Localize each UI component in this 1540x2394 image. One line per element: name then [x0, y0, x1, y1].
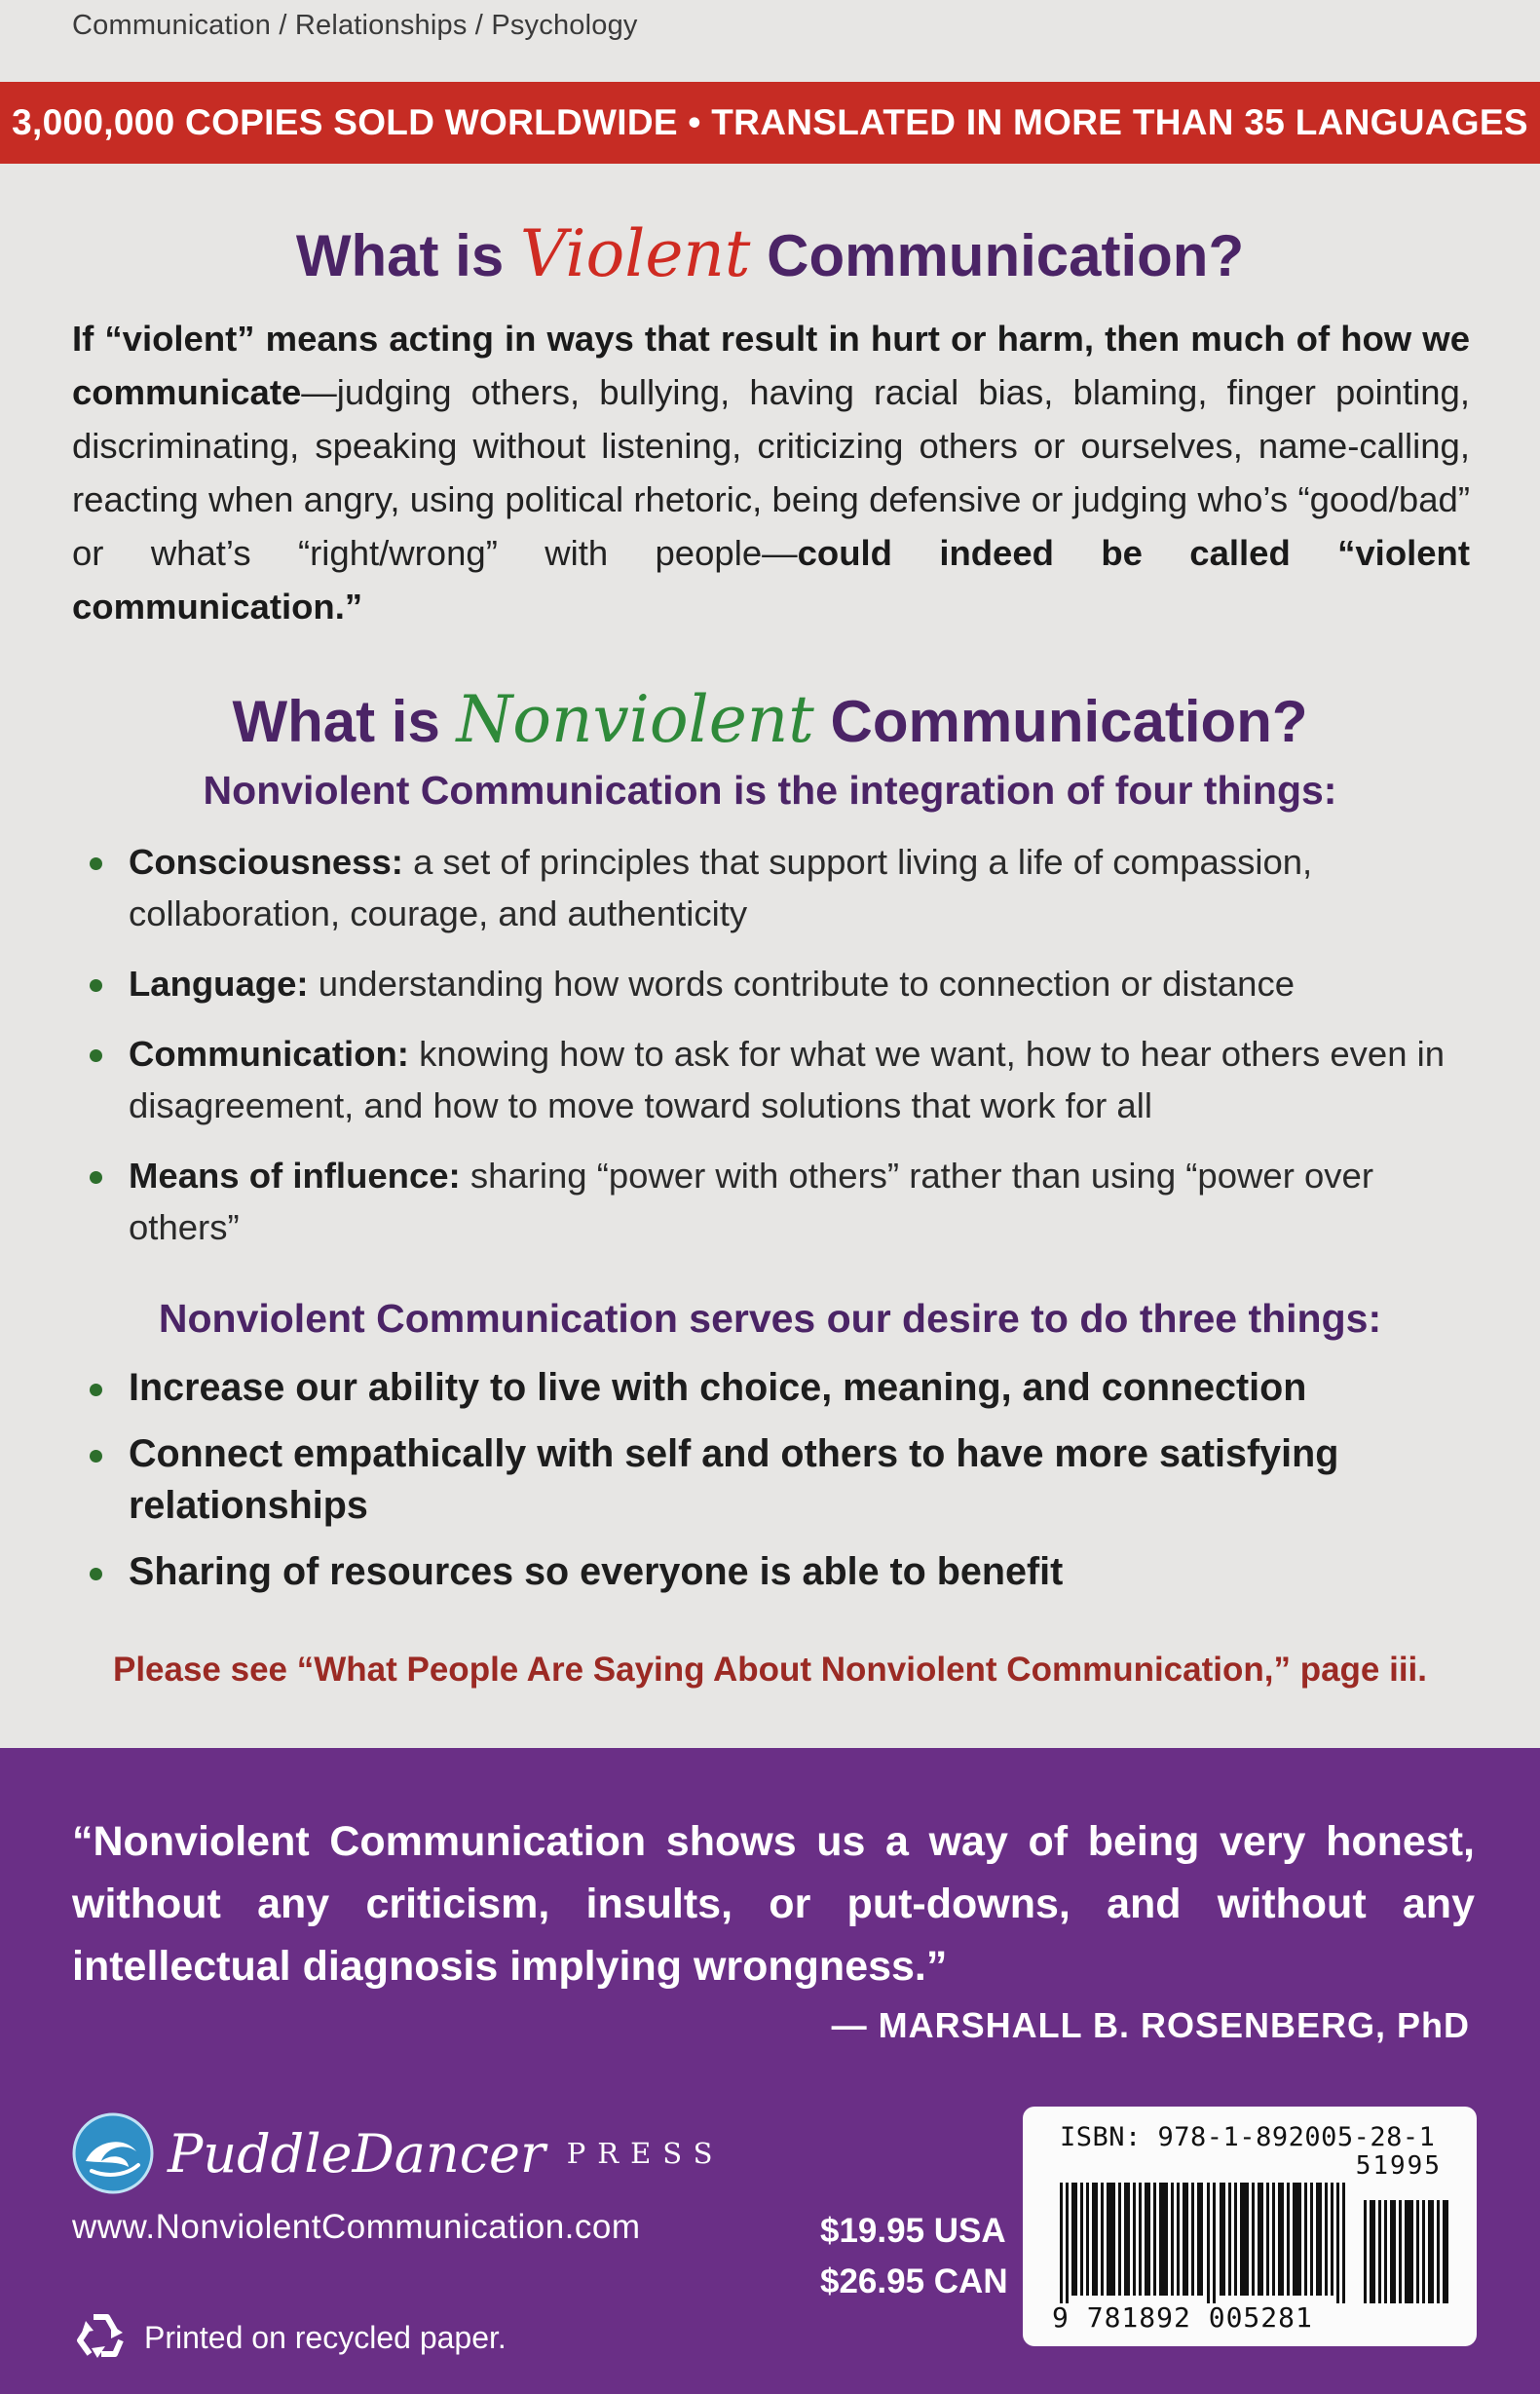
- list-item-text: sharing “power with others” rather than using “power over others”: [129, 1156, 1373, 1247]
- bullet-icon: [90, 857, 102, 870]
- list-item: [90, 1546, 1473, 1598]
- price-can: $26.95 CAN: [820, 2262, 1008, 2300]
- recycled-text: Printed on recycled paper.: [144, 2319, 507, 2355]
- bullet-icon: [90, 1049, 102, 1062]
- violent-heading-post: Communication?: [750, 223, 1245, 288]
- bullet-icon: [90, 1568, 102, 1580]
- publisher-name: PuddleDancer: [168, 2122, 545, 2185]
- violent-paragraph-bold-start: If “violent” means acting in ways that result in hurt or harm, then much of how we communicate: [72, 319, 1470, 412]
- rosenberg-quote: “Nonviolent Communication shows us a way of being very honest, without any criticism, insults, or put-downs, and without any intellectual diagnosis implying wrongness.”: [72, 1818, 1475, 1990]
- list-item: [90, 1028, 1473, 1131]
- violent-paragraph-bold-end: could indeed be called “violent communication.”: [72, 533, 1471, 627]
- violent-heading: [0, 216, 1540, 291]
- list-item: [90, 836, 1473, 939]
- four-things-list: [90, 836, 1473, 1272]
- violent-paragraph: [72, 312, 1470, 633]
- barcode-digits: 9 781892 005281: [1052, 2301, 1313, 2334]
- isbn-text: ISBN: 978-1-892005-28-1: [1060, 2122, 1436, 2152]
- bullet-icon: [90, 1450, 102, 1463]
- barcode-price-code: 51995: [1355, 2151, 1442, 2181]
- list-item: [90, 1150, 1473, 1253]
- violent-paragraph-middle: —judging others, bullying, having racial bias, blaming, finger pointing, discriminating, speaking without listening, criticizing others or ourselves, name-calling, reacting when angry, using political rhetoric, being defensive or judging who’s “good/bad” or what’s “right/wrong” with people—: [72, 372, 1470, 573]
- quote-attribution: — MARSHALL B. ROSENBERG, PhD: [831, 2005, 1470, 2045]
- publisher-logo: [72, 2112, 725, 2194]
- category-line: Communication / Relationships / Psychology: [72, 10, 638, 41]
- list-item: [90, 1362, 1473, 1414]
- sales-banner: 3,000,000 COPIES SOLD WORLDWIDE • TRANSLATED IN MORE THAN 35 LANGUAGES: [0, 82, 1540, 164]
- bullet-icon: [90, 1384, 102, 1396]
- recycle-icon: [72, 2309, 131, 2366]
- barcode-box: [1023, 2107, 1477, 2346]
- recycled-note: [72, 2309, 507, 2366]
- three-things-heading: Nonviolent Communication serves our desire to do three things:: [158, 1296, 1382, 1341]
- list-item-term: Communication:: [129, 1034, 409, 1074]
- list-item: [90, 1428, 1473, 1532]
- nonviolent-heading-post: Communication?: [813, 689, 1308, 754]
- list-item-text: Increase our ability to live with choice, meaning, and connection: [129, 1366, 1307, 1409]
- price-usa: $19.95 USA: [820, 2212, 1006, 2250]
- see-also-note: Please see “What People Are Saying About Nonviolent Communication,” page iii.: [112, 1651, 1428, 1689]
- four-things-heading: Nonviolent Communication is the integration of four things:: [203, 768, 1337, 813]
- list-item-term: Means of influence:: [129, 1156, 461, 1196]
- publisher-website: www.NonviolentCommunication.com: [72, 2208, 641, 2246]
- barcode-icon: [1060, 2183, 1449, 2303]
- list-item-text: Connect empathically with self and others to have more satisfying relationships: [129, 1432, 1339, 1527]
- nonviolent-heading-pre: What is: [232, 689, 457, 754]
- list-item-text: a set of principles that support living a life of compassion, collaboration, courage, and authenticity: [129, 842, 1313, 933]
- violent-heading-pre: What is: [295, 223, 520, 288]
- puddledancer-logo-icon: [72, 2112, 154, 2194]
- list-item-text: understanding how words contribute to connection or distance: [308, 964, 1296, 1004]
- list-item: [90, 958, 1473, 1009]
- list-item-term: Consciousness:: [129, 842, 403, 882]
- violent-heading-script: Violent: [519, 216, 751, 291]
- three-things-list: [90, 1362, 1473, 1613]
- list-item-text: Sharing of resources so everyone is able to benefit: [129, 1550, 1064, 1593]
- nonviolent-heading-script: Nonviolent: [456, 682, 814, 757]
- bullet-icon: [90, 1171, 102, 1184]
- bullet-icon: [90, 979, 102, 992]
- list-item-term: Language:: [129, 964, 309, 1004]
- publisher-press: PRESS: [566, 2137, 725, 2170]
- prices: [820, 2206, 1008, 2307]
- nonviolent-heading: [0, 682, 1540, 757]
- list-item-text: knowing how to ask for what we want, how to hear others even in disagreement, and how to move toward solutions that work for all: [129, 1034, 1446, 1125]
